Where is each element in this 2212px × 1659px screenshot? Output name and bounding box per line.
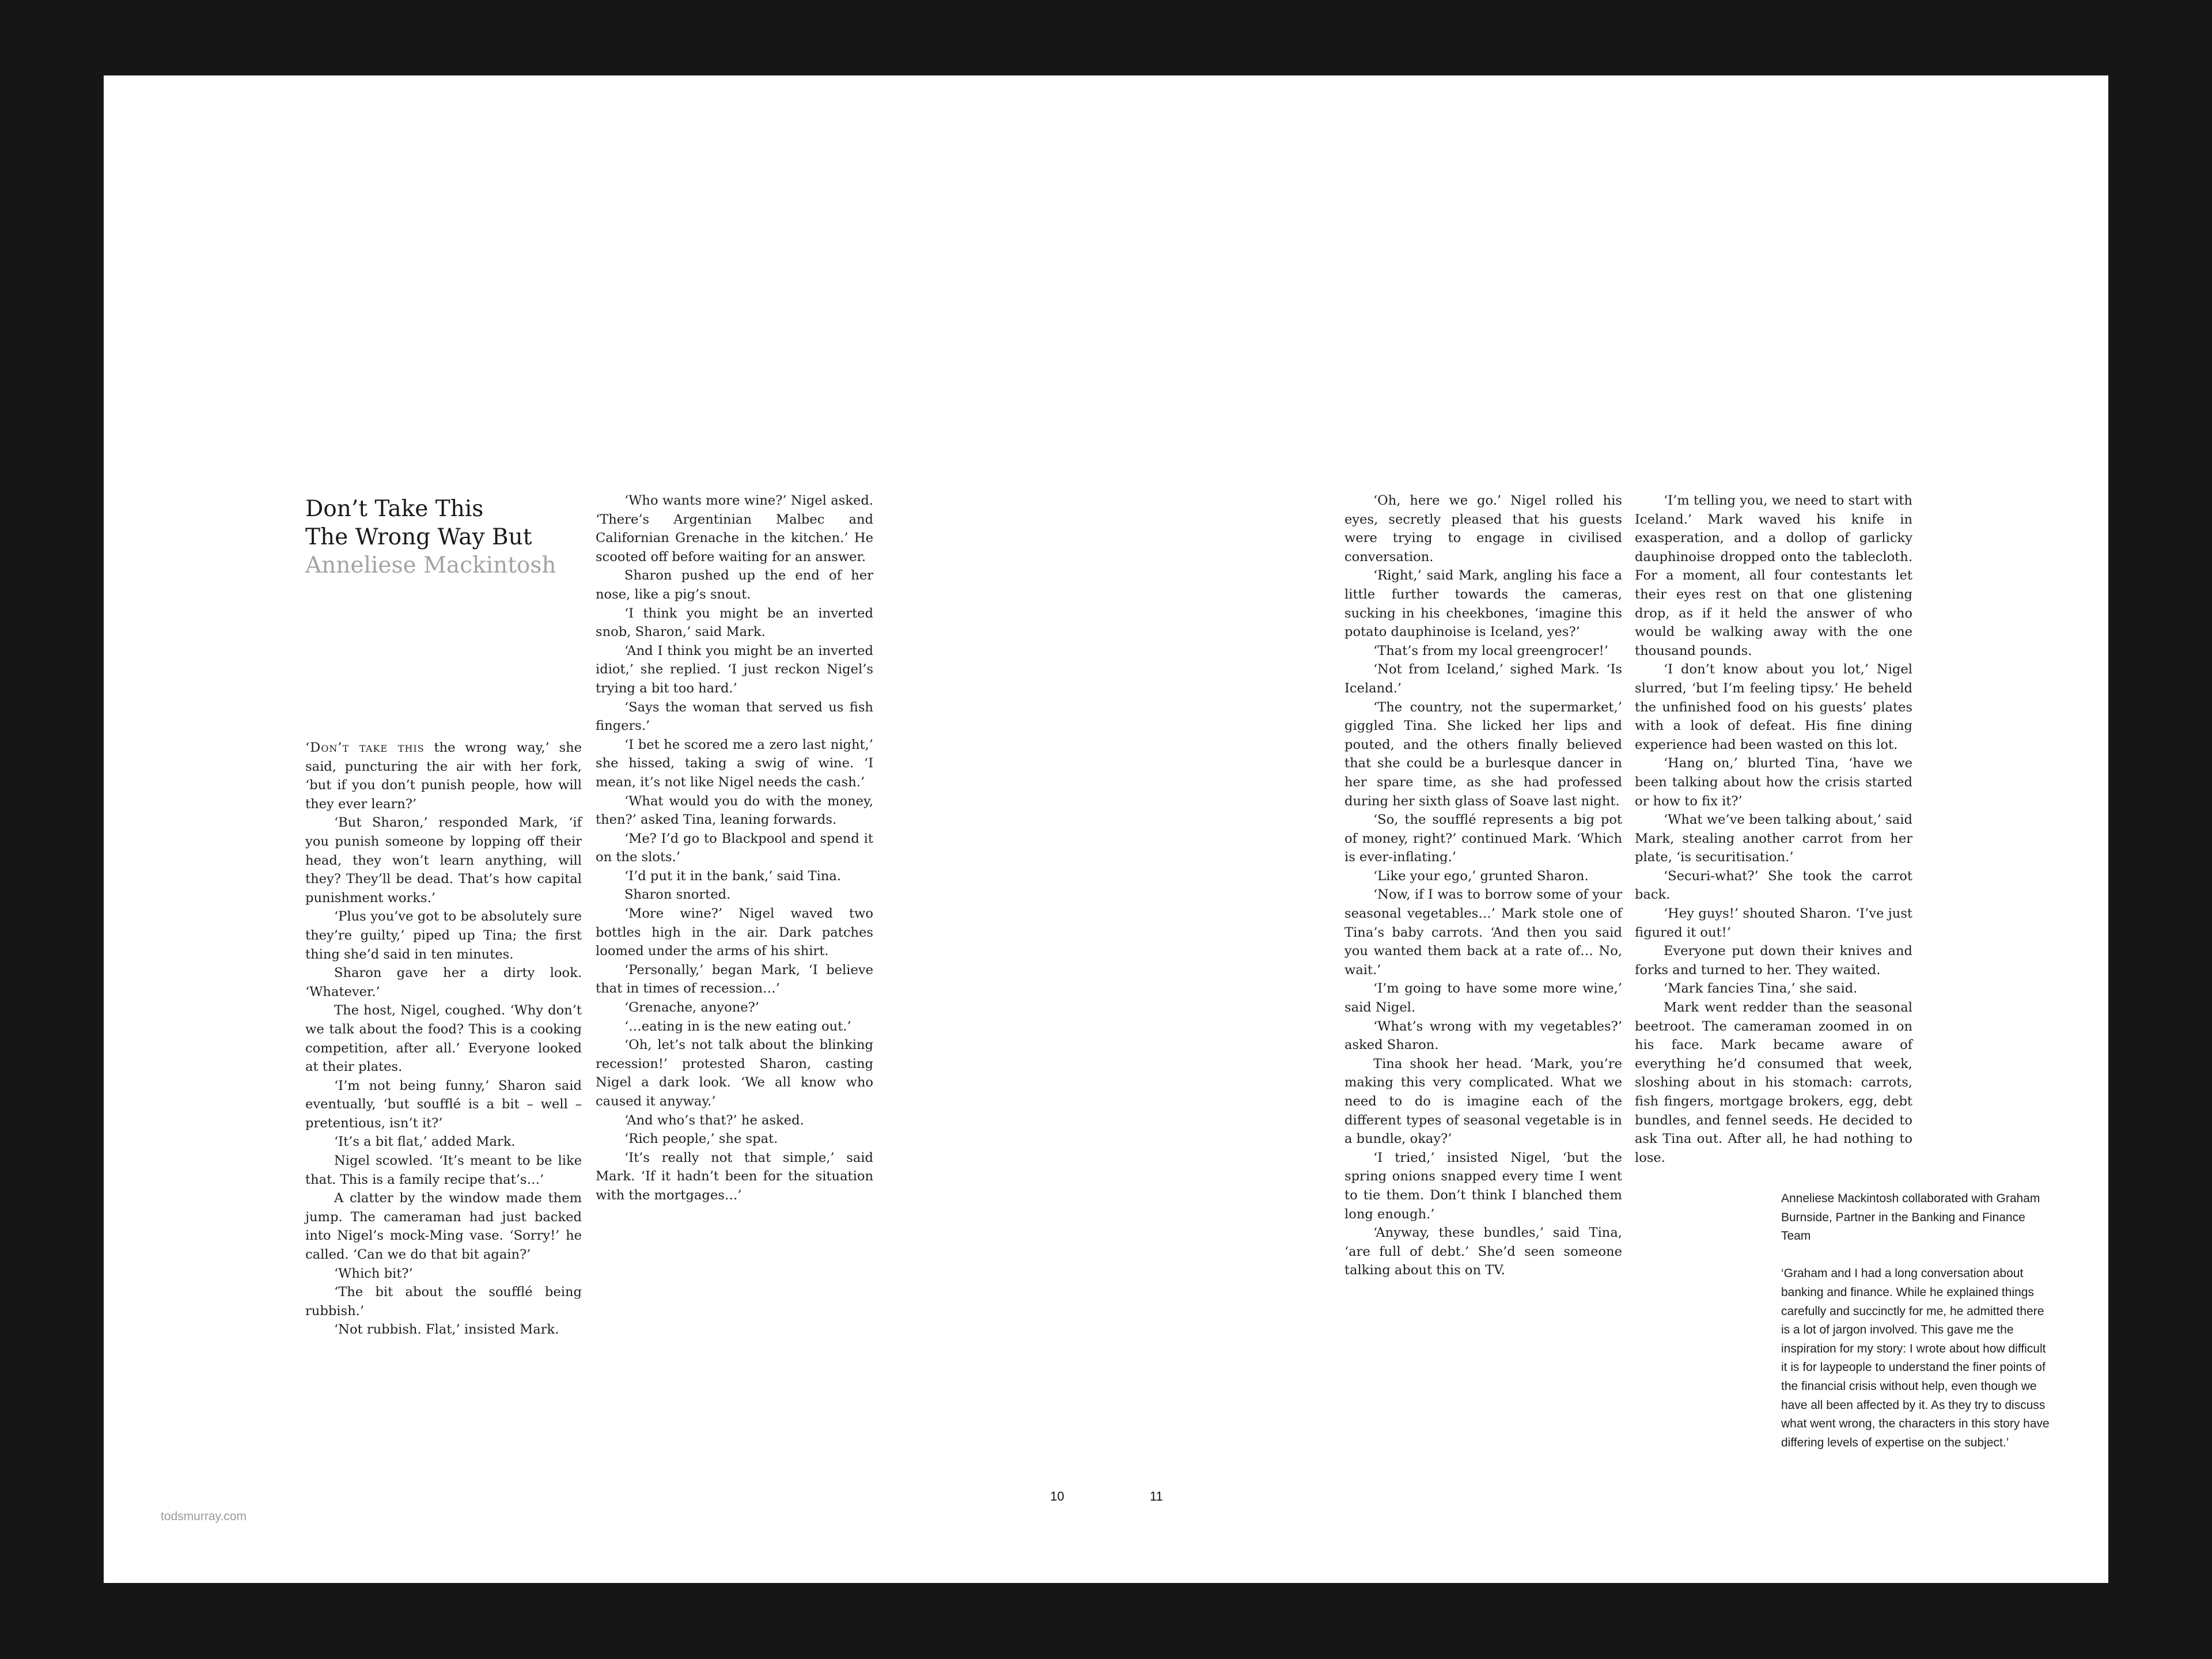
paragraph: ‘But Sharon,’ responded Mark, ‘if you punish someone by lopping off their head, they won’t learn anything, will they? They’ll be dead. That’s how capital punishment works.’ [305,815,582,906]
text-column-4 [1635,491,1912,1167]
paragraph: Sharon gave her a dirty look. ‘Whatever.’ [305,965,582,999]
paragraph: ‘What we’ve been talking about,’ said Mark, stealing another carrot from her plate, ‘is securitisation.’ [1635,812,1912,865]
paragraph: ‘I bet he scored me a zero last night,’ she hissed, taking a swig of wine. ‘I mean, it’s not like Nigel needs the cash.’ [596,737,873,790]
paragraph: ‘And who’s that?’ he asked. [624,1112,804,1128]
paragraph: ‘Not from Iceland,’ sighed Mark. ‘Is Iceland.’ [1344,662,1622,696]
text-column-1 [305,738,582,1339]
website-url[interactable]: todsmurray.com [161,1510,247,1523]
story-title-line-2: The Wrong Way But [305,524,532,550]
paragraph: ‘More wine?’ Nigel waved two bottles high in the air. Dark patches loomed under the arms of his shirt. [596,906,873,959]
page-number-right: 11 [1150,1489,1163,1503]
paragraph: ‘The country, not the supermarket,’ giggled Tina. She licked her lips and pouted, and the others finally believed that she could be a burlesque dancer in her spare time, as she had professed during her sixth glass of Soave last night. [1344,699,1622,809]
paragraph: Sharon snorted. [624,887,731,903]
paragraph: ‘And I think you might be an inverted idiot,’ she replied. ‘I just reckon Nigel’s trying a bit too hard.’ [596,643,873,696]
paragraph: Tina shook her head. ‘Mark, you’re making this very complicated. What we need to do is imagine each of the different types of seasonal vegetable is in a bundle, okay?’ [1344,1056,1622,1147]
text-column-3 [1344,491,1622,1280]
paragraph: ‘What’s wrong with my vegetables?’ asked Sharon. [1344,1018,1622,1053]
paragraph: Sharon pushed up the end of her nose, like a pig’s snout. [596,568,873,602]
page-number-left: 10 [1050,1489,1065,1503]
paragraph: Everyone put down their knives and forks and turned to her. They waited. [1635,944,1912,978]
collaboration-note [1781,1190,2052,1452]
paragraph: ‘Oh, here we go.’ Nigel rolled his eyes, secretly pleased that his guests were trying to engage in civilised conversation. [1344,493,1622,565]
paragraph: ‘Like your ego,’ grunted Sharon. [1373,868,1589,884]
paragraph: ‘Securi-what?’ She took the carrot back. [1635,868,1912,903]
paragraph: ‘I’d put it in the bank,’ said Tina. [624,868,841,884]
paragraph: ‘…eating in is the new eating out.’ [624,1018,851,1034]
paragraph: ‘Rich people,’ she spat. [624,1131,778,1147]
paragraph: ‘Anyway, these bundles,’ said Tina, ‘are full of debt.’ She’d seen someone talking about this on TV. [1344,1225,1622,1278]
paragraph: ‘I’m telling you, we need to start with Iceland.’ Mark waved his knife in exasperation, and a dollop of garlicky dauphinoise dropped onto the tablecloth. For a moment, all four contestants let their eyes rest on that one glistening drop, as if it held the answer of who would be walking away with the one thousand pounds. [1635,493,1912,658]
paragraph: Nigel scowled. ‘It’s meant to be like that. This is a family recipe that’s…’ [305,1153,582,1187]
paragraph: ‘Plus you’ve got to be absolutely sure they’re guilty,’ piped up Tina; the first thing she’d said in ten minutes. [305,909,582,962]
paragraph: ‘Which bit?’ [334,1266,413,1281]
paragraph: ‘It’s really not that simple,’ said Mark. ‘If it hadn’t been for the situation with the mortgages…’ [596,1150,873,1203]
story-title-block [305,495,570,579]
paragraph: ‘I don’t know about you lot,’ Nigel slurred, ‘but I’m feeling tipsy.’ He beheld the unfinished food on his guests’ plates with a look of defeat. His fine dining experience had been wasted on this lot. [1635,662,1912,752]
paragraph: ‘So, the soufflé represents a big pot of money, right?’ continued Mark. ‘Which is ever-inflating.’ [1344,812,1622,865]
paragraph: ‘I’m not being funny,’ Sharon said eventually, ‘but soufflé is a bit – well – pretentious, isn’t it?’ [305,1078,582,1131]
paragraph: ‘Hang on,’ blurted Tina, ‘have we been talking about how the crisis started or how to fix it?’ [1635,756,1912,809]
paragraph: ‘Right,’ said Mark, angling his face a little further towards the cameras, sucking in his cheekbones, ‘imagine this potato dauphinoise is Iceland, yes?’ [1344,568,1622,640]
author-quote: ‘Graham and I had a long conversation about banking and finance. While he explained things carefully and succinctly for me, he admitted there is a lot of jargon involved. This gave me the inspiration for my story: I wrote about how difficult it is for laypeople to understand the finer points of the financial crisis without help, even though we have all been affected by it. As they try to discuss what went wrong, the characters in this story have differing levels of expertise on the subject.’ [1781,1267,2050,1449]
paragraph: ‘I’m going to have some more wine,’ said Nigel. [1344,981,1622,1016]
paragraph: ‘The bit about the soufflé being rubbish.’ [305,1285,582,1319]
opening-paragraph [305,738,582,813]
story-author: Anneliese Mackintosh [305,552,556,578]
collaboration-intro: Anneliese Mackintosh collaborated with Graham Burnside, Partner in the Banking and Finance Team [1781,1192,2040,1243]
paragraph: ‘What would you do with the money, then?’ asked Tina, leaning forwards. [596,793,873,828]
paragraph: The host, Nigel, coughed. ‘Why don’t we talk about the food? This is a cooking competition, after all.’ Everyone looked at their plates. [305,1003,582,1075]
text-column-2 [596,491,873,1205]
paragraph: A clatter by the window made them jump. The cameraman had just backed into Nigel’s mock-Ming vase. ‘Sorry!’ he called. ‘Can we do that bit again?’ [305,1191,582,1263]
paragraph: Mark went redder than the seasonal beetroot. The cameraman zoomed in on his face. Mark became aware of everything he’d consumed that week, sloshing about in his stomach: carrots, fish fingers, mortgage brokers, egg, debt bundles, and fennel seeds. He decided to ask Tina out. After all, he had nothing to lose. [1635,1000,1912,1165]
paragraph: ‘Who wants more wine?’ Nigel asked. ‘There’s Argentinian Malbec and Californian Grenache in the kitchen.’ He scooted off before waiting for an answer. [596,493,873,565]
paragraph: ‘I think you might be an inverted snob, Sharon,’ said Mark. [596,605,873,640]
paragraph: ‘Personally,’ began Mark, ‘I believe that in times of recession…’ [596,962,873,997]
paragraph: ‘Hey guys!’ shouted Sharon. ‘I’ve just figured it out!’ [1635,906,1912,940]
paragraph: ‘That’s from my local greengrocer!’ [1373,643,1608,658]
paragraph: ‘Says the woman that served us fish fingers.’ [596,699,873,734]
lead-in-smallcaps: ‘Don’t take this [305,740,425,755]
paragraph: ‘Me? I’d go to Blackpool and spend it on the slots.’ [596,831,873,865]
paragraph: ‘Not rubbish. Flat,’ insisted Mark. [334,1322,559,1338]
paragraph: ‘Grenache, anyone?’ [624,1000,759,1016]
paragraph: ‘I tried,’ insisted Nigel, ‘but the spring onions snapped every time I went to tie them. Don’t think I blanched them long enough.’ [1344,1150,1622,1222]
paragraph: ‘It’s a bit flat,’ added Mark. [334,1134,516,1150]
paragraph: ‘Now, if I was to borrow some of your seasonal vegetables…’ Mark stole one of Tina’s baby carrots. ‘And then you said you wanted them back at a rate of… No, wait.’ [1344,887,1622,978]
paragraph: ‘Mark fancies Tina,’ she said. [1664,981,1858,997]
paragraph: ‘Oh, let’s not talk about the blinking recession!’ protested Sharon, casting Nigel a dark look. ‘We all know who caused it anyway.’ [596,1037,873,1109]
story-title-line-1: Don’t Take This [305,496,484,522]
opening-text: the wrong way,’ she said, puncturing the air with her fork, ‘but if you don’t punish people, how will they ever learn?’ [305,740,582,812]
magazine-spread [104,75,2108,1583]
